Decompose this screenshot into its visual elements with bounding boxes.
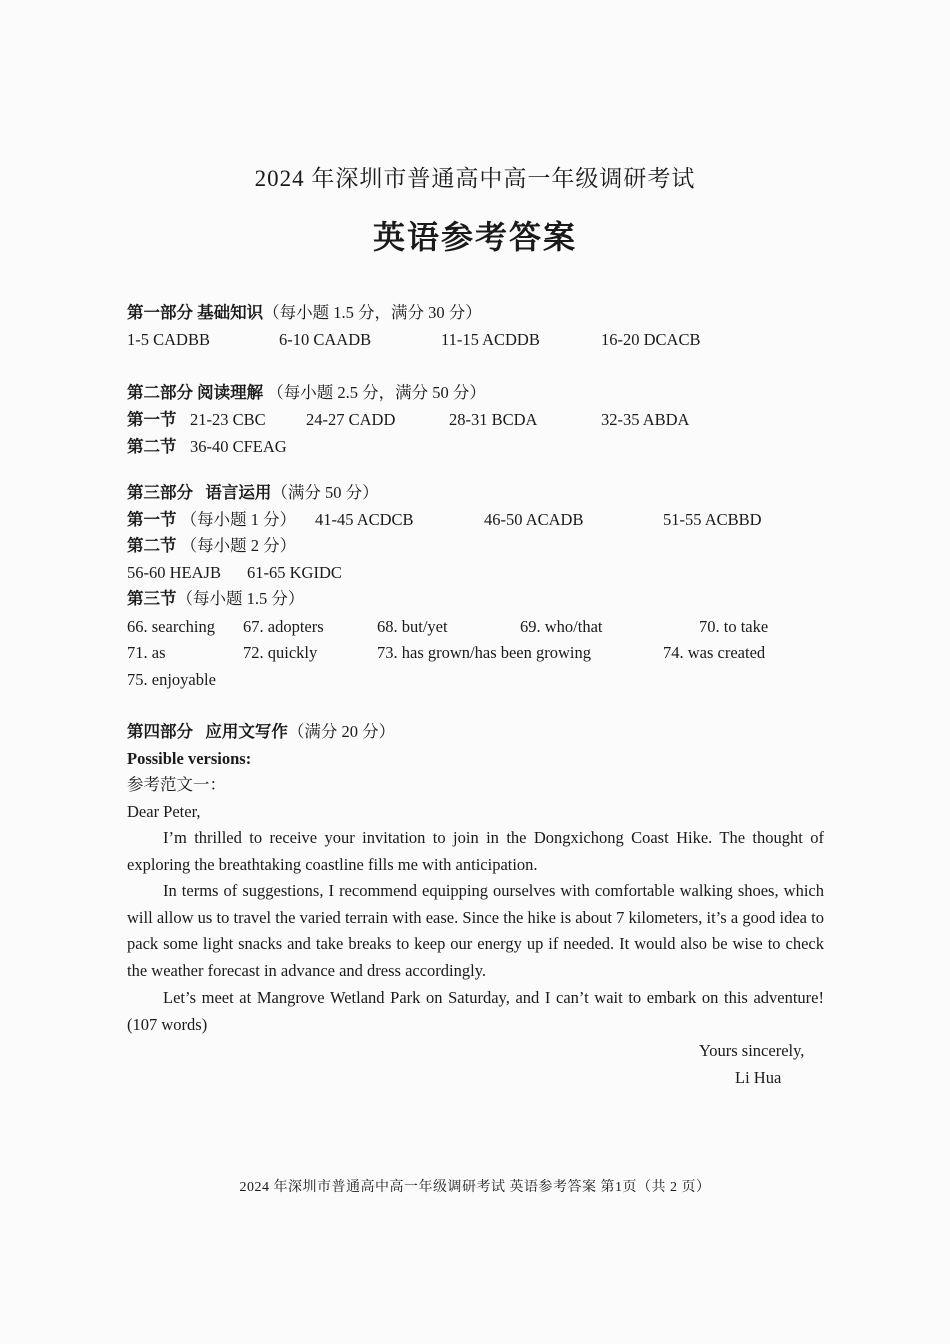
- part2-note: （每小题 2.5 分，满分 50 分）: [267, 383, 486, 402]
- part1-heading-line: [127, 302, 482, 324]
- part3-answer: 51-55 ACBBD: [663, 510, 762, 529]
- letter-signature: Li Hua: [735, 1068, 782, 1087]
- part3-section3-line: [127, 588, 304, 610]
- part3-subheading: 语言运用: [205, 483, 272, 502]
- letter-paragraph: Let’s meet at Mangrove Wetland Park on Saturday, and I can’t wait to embark on this adventure! (107 words): [127, 988, 824, 1034]
- part2-answer: 36-40 CFEAG: [190, 437, 287, 456]
- part3-section2-label: 第二节: [127, 536, 177, 555]
- part3-answer: 72. quickly: [243, 643, 318, 662]
- part2-answer: 21-23 CBC: [190, 410, 266, 429]
- letter-paragraph: I’m thrilled to receive your invitation to join in the Dongxichong Coast Hike. The thought of exploring the breathtaking coastline fills me with anticipation.: [127, 828, 824, 874]
- part3-answer: 69. who/that: [520, 617, 603, 636]
- part2-answer: 32-35 ABDA: [601, 410, 690, 429]
- part4-subheading: 应用文写作: [205, 722, 288, 741]
- part3-section1-line: [127, 509, 296, 531]
- part3-answer: 68. but/yet: [377, 617, 448, 636]
- part1-note: （每小题 1.5 分，满分 30 分）: [263, 303, 482, 322]
- part2-section1-label: 第一节: [127, 410, 177, 429]
- part2-heading-line: [127, 382, 486, 404]
- part2-heading: 第二部分 阅读理解: [127, 383, 264, 402]
- part3-section1-note: （每小题 1 分）: [180, 510, 297, 529]
- part3-answer: 66. searching: [127, 617, 215, 636]
- letter-closing: Yours sincerely,: [699, 1041, 805, 1060]
- part3-answer: 56-60 HEAJB: [127, 563, 221, 582]
- letter-paragraph: In terms of suggestions, I recommend equipping ourselves with comfortable walking shoes, which will allow us to travel the varied terrain with ease. Since the hike is about 7 kilometers, it’s a good idea to pack some light snacks and take breaks to keep our energy up if needed. It would also be wise to check the weather forecast in advance and dress accordingly.: [127, 881, 824, 980]
- part3-section2-note: （每小题 2 分）: [180, 536, 297, 555]
- part3-answer: 73. has grown/has been growing: [377, 643, 592, 662]
- part2-answer: 24-27 CADD: [306, 410, 396, 429]
- exam-title: 2024 年深圳市普通高中高一年级调研考试: [254, 166, 696, 191]
- part3-answer: 71. as: [127, 643, 166, 662]
- part3-answer: 46-50 ACADB: [484, 510, 584, 529]
- part3-answer: 75. enjoyable: [127, 670, 216, 689]
- part1-heading: 第一部分 基础知识: [127, 303, 264, 322]
- part1-answer: 16-20 DCACB: [601, 330, 701, 349]
- part3-section3-label: 第三节: [127, 589, 177, 608]
- part3-answer: 41-45 ACDCB: [315, 510, 414, 529]
- part4-heading: 第四部分: [127, 722, 193, 741]
- part3-answer: 67. adopters: [243, 617, 324, 636]
- part3-section1-label: 第一节: [127, 510, 177, 529]
- page-footer: 2024 年深圳市普通高中高一年级调研考试 英语参考答案 第1页（共 2 页）: [239, 1180, 711, 1195]
- document-title: 英语参考答案: [372, 219, 577, 255]
- part2-answer: 28-31 BCDA: [449, 410, 538, 429]
- part3-answer: 61-65 KGIDC: [247, 563, 342, 582]
- part3-heading-line: [127, 482, 379, 504]
- part1-answer: 6-10 CAADB: [279, 330, 372, 349]
- part2-section2-label: 第二节: [127, 437, 177, 456]
- part3-note: （满分 50 分）: [271, 483, 379, 502]
- part4-note: （满分 20 分）: [287, 722, 396, 741]
- part1-answer: 1-5 CADBB: [127, 330, 210, 349]
- part3-answer: 70. to take: [699, 617, 769, 636]
- possible-versions-label: Possible versions:: [127, 749, 252, 768]
- part3-answer: 74. was created: [663, 643, 766, 662]
- part3-section2-line: [127, 535, 296, 557]
- letter-salutation: Dear Peter,: [127, 802, 201, 821]
- sample-essay-label: 参考范文一：: [127, 775, 226, 794]
- part4-heading-line: [127, 721, 395, 743]
- part3-heading: 第三部分: [127, 483, 193, 502]
- part1-answer: 11-15 ACDDB: [441, 330, 540, 349]
- part3-section3-note: （每小题 1.5 分）: [176, 589, 305, 608]
